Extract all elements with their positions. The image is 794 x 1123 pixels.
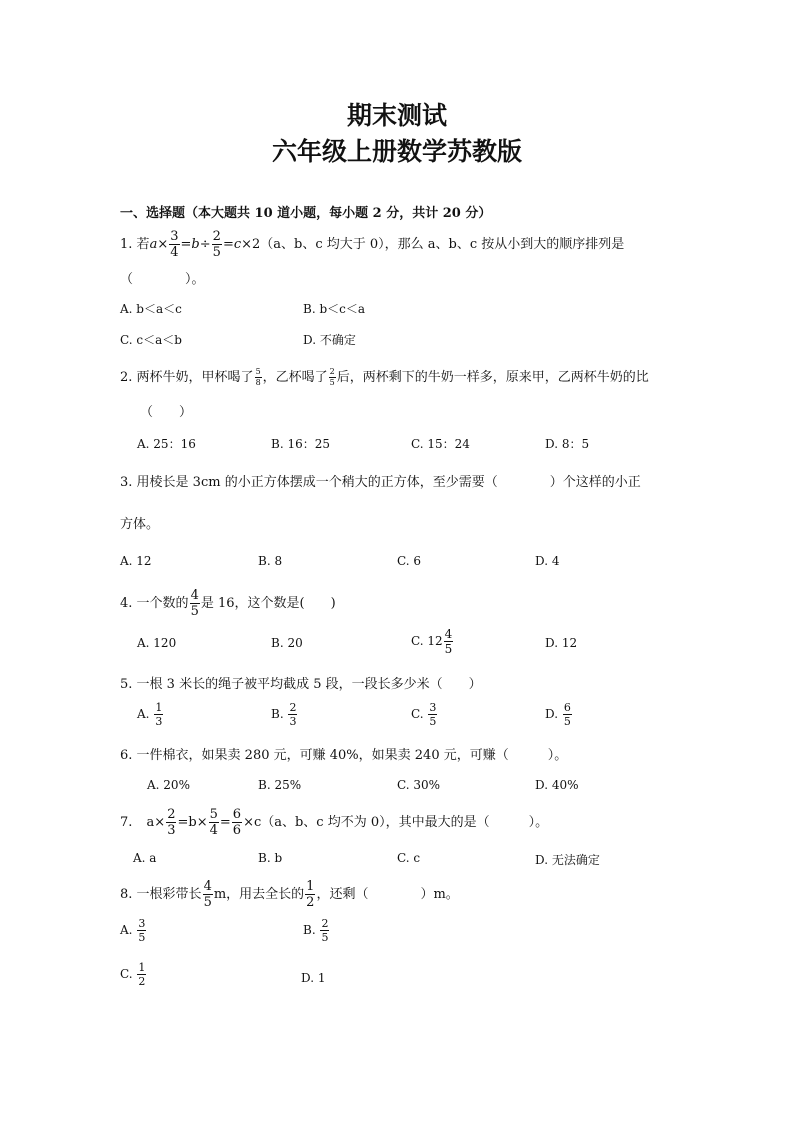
option-c[interactable]: C. 15：24 — [411, 437, 470, 451]
page-title: 期末测试 — [346, 101, 447, 130]
option-c[interactable]: C. c＜a＜b — [120, 333, 182, 347]
fraction: $\frac{1}{2}$ — [306, 879, 315, 910]
question-number: 5. — [120, 677, 133, 692]
fraction: $\frac{3}{5}$ — [138, 917, 146, 944]
question-number: 1. — [120, 237, 133, 252]
option-b[interactable]: B. b — [258, 851, 283, 865]
question-number: 2. — [120, 370, 133, 385]
option-c[interactable]: C. 30% — [397, 778, 441, 792]
option-d[interactable]: D. 8：5 — [545, 437, 590, 451]
option-b[interactable]: B. $\frac{2}{5}$ — [303, 917, 329, 944]
fraction: $\frac{3}{4}$ — [170, 229, 179, 260]
option-c[interactable]: C. $\frac{3}{5}$ — [411, 701, 437, 728]
option-a[interactable]: A. a — [133, 851, 157, 865]
fraction: $\frac{5}{8}$ — [255, 367, 261, 387]
option-d[interactable]: D. 1 — [301, 971, 326, 985]
option-a[interactable]: A. b＜a＜c — [120, 302, 182, 316]
question-2-blank: （ ） — [140, 405, 193, 420]
fraction: $\frac{6}{6}$ — [232, 807, 242, 838]
question-number: 7. — [120, 815, 133, 830]
question-4: 4. 一个数的 $\frac{4}{5}$ 是 16，这个数是( ) — [120, 588, 336, 619]
fraction: $\frac{4}{5}$ — [203, 879, 212, 910]
question-number: 3. — [120, 475, 133, 490]
option-c[interactable]: C. 12 $\frac{4}{5}$ — [411, 627, 453, 656]
question-number: 6. — [120, 748, 133, 763]
option-d[interactable]: D. 40% — [535, 778, 579, 792]
option-b[interactable]: B. 8 — [258, 554, 283, 568]
option-a[interactable]: A. $\frac{3}{5}$ — [120, 917, 146, 944]
fraction: $\frac{2}{5}$ — [321, 917, 329, 944]
option-d[interactable]: D. 不确定 — [303, 333, 356, 347]
option-c[interactable]: C. c — [397, 851, 421, 865]
option-b[interactable]: B. 16：25 — [271, 437, 330, 451]
option-c[interactable]: C. 6 — [397, 554, 422, 568]
option-b[interactable]: B. 25% — [258, 778, 302, 792]
page-subtitle: 六年级上册数学苏教版 — [271, 137, 522, 166]
question-5: 5. 一根 3 米长的绳子被平均截成 5 段，一段长多少米（ ） — [120, 677, 482, 692]
fraction: $\frac{2}{3}$ — [167, 807, 176, 838]
section-heading: 一、选择题（本大题共 10 道小题，每小题 2 分，共计 20 分） — [120, 206, 492, 221]
option-d[interactable]: D. 无法确定 — [535, 853, 600, 867]
option-b[interactable]: B. $\frac{2}{3}$ — [271, 701, 297, 728]
question-3-line2: 方体。 — [120, 517, 160, 532]
question-6: 6. 一件棉衣，如果卖 280 元，可赚 40%，如果卖 240 元，可赚（ ）。 — [120, 748, 568, 763]
option-a[interactable]: A. $\frac{1}{3}$ — [137, 701, 163, 728]
option-d[interactable]: D. 12 — [545, 636, 578, 650]
fraction: $\frac{6}{5}$ — [563, 701, 571, 728]
question-1-blank: （ ）。 — [120, 272, 205, 287]
question-7: 7. a× $\frac{2}{3}$ =b× $\frac{5}{4}$ = $\frac{6}{6}$ ×c（a、b、c 均不为 0），其中最大的是（ ）。 — [120, 807, 549, 838]
fraction: $\frac{1}{2}$ — [138, 961, 146, 988]
option-a[interactable]: A. 120 — [137, 636, 177, 650]
option-a[interactable]: A. 25：16 — [137, 437, 196, 451]
option-a[interactable]: A. 20% — [147, 778, 190, 792]
fraction: $\frac{2}{5}$ — [212, 229, 221, 260]
fraction: $\frac{2}{3}$ — [289, 701, 297, 728]
fraction: $\frac{5}{4}$ — [209, 807, 218, 838]
option-d[interactable]: D. $\frac{6}{5}$ — [545, 701, 571, 728]
option-c[interactable]: C. $\frac{1}{2}$ — [120, 961, 146, 988]
question-2: 2. 两杯牛奶，甲杯喝了 $\frac{5}{8}$ ，乙杯喝了 $\frac{2}{5}$ 后，两杯剩下的牛奶一样多，原来甲，乙两杯牛奶的比 — [120, 367, 649, 387]
fraction: $\frac{1}{3}$ — [155, 701, 163, 728]
question-number: 4. — [120, 596, 133, 611]
option-a[interactable]: A. 12 — [120, 554, 152, 568]
fraction: $\frac{2}{5}$ — [329, 367, 335, 387]
option-b[interactable]: B. b＜c＜a — [303, 302, 366, 316]
fraction: $\frac{4}{5}$ — [190, 588, 199, 619]
question-8: 8. 一根彩带长 $\frac{4}{5}$ m，用去全长的 $\frac{1}{2}$ ，还剩（ ）m。 — [120, 879, 459, 910]
question-3: 3. 用棱长是 3cm 的小正方体摆成一个稍大的正方体，至少需要（ ）个这样的小正 — [120, 475, 641, 490]
question-number: 8. — [120, 887, 133, 902]
fraction: $\frac{4}{5}$ — [444, 627, 453, 656]
option-d[interactable]: D. 4 — [535, 554, 560, 568]
question-1: 1. 若a× $\frac{3}{4}$ =b÷ $\frac{2}{5}$ =c×2（a、b、c 均大于 0），那么 a、b、c 按从小到大的顺序排列是 — [120, 229, 625, 260]
option-b[interactable]: B. 20 — [271, 636, 303, 650]
fraction: $\frac{3}{5}$ — [429, 701, 437, 728]
